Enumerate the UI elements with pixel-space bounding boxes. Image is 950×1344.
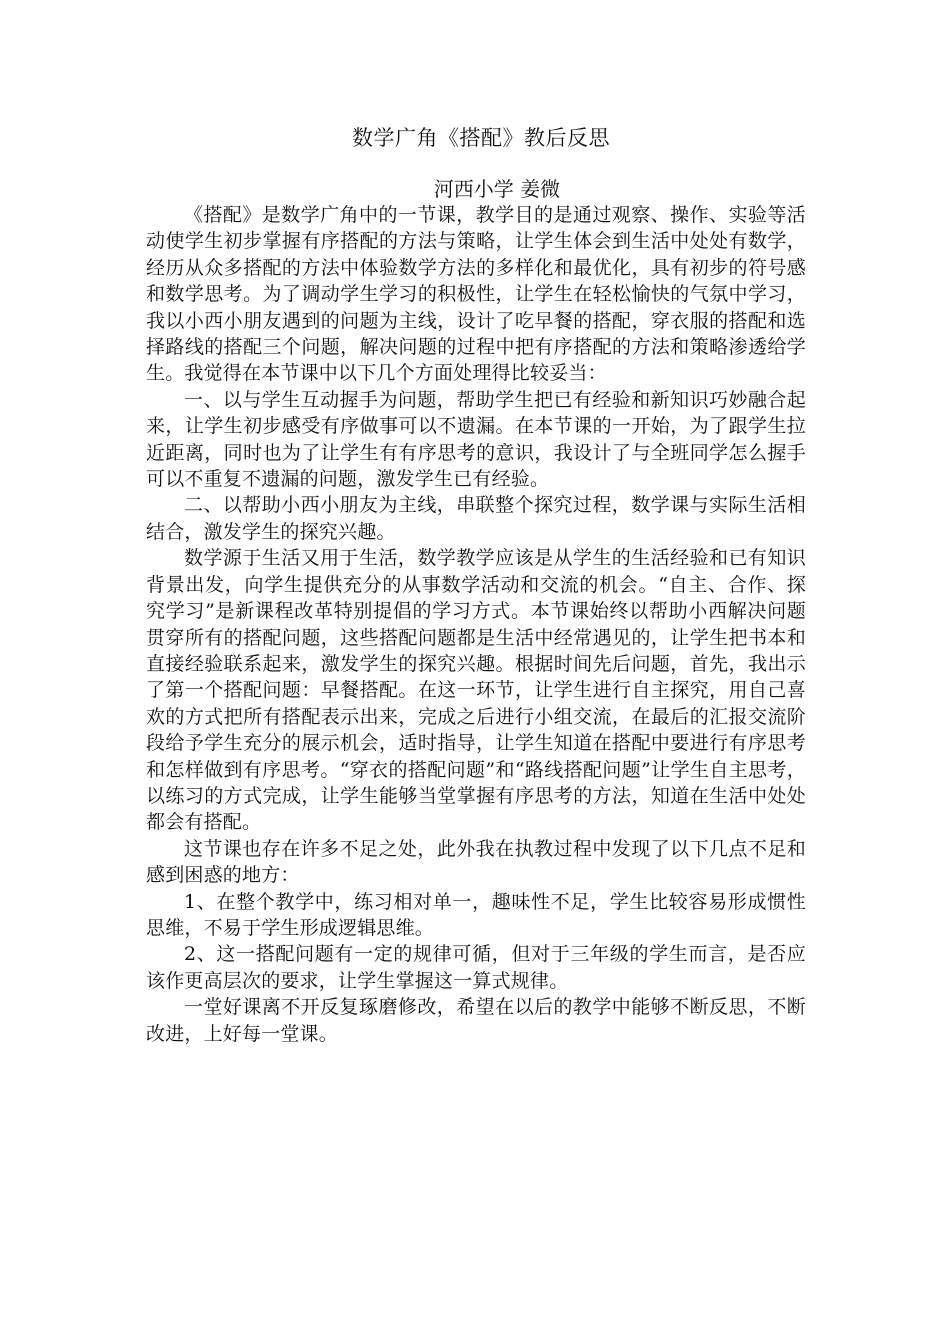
paragraph-shortcoming-two: 2、这一搭配问题有一定的规律可循，但对于三年级的学生而言，是否应该作更高层次的要求，让学生掌握这一算式规律。 bbox=[146, 943, 806, 992]
paragraph-conclusion: 一堂好课离不开反复琢磨修改，希望在以后的教学中能够不断反思，不断改进，上好每一堂课。 bbox=[146, 996, 806, 1045]
paragraph-shortcoming-one: 1、在整个教学中，练习相对单一，趣味性不足，学生比较容易形成惯性思维，不易于学生形成逻辑思维。 bbox=[146, 890, 806, 939]
paragraph-point-one: 一、以与学生互动握手为问题，帮助学生把已有经验和新知识巧妙融合起来，让学生初步感受有序做事可以不遗漏。在本节课的一开始，为了跟学生拉近距离，同时也为了让学生有有序思考的意识，我设计了与全班同学怎么握手可以不重复不遗漏的问题，激发学生已有经验。 bbox=[146, 388, 806, 491]
paragraph-intro: 《搭配》是数学广角中的一节课，教学目的是通过观察、操作、实验等活动使学生初步掌握有序搭配的方法与策略，让学生体会到生活中处处有数学，经历从众多搭配的方法中体验数学方法的多样化和最优化，具有初步的符号感和数学思考。为了调动学生学习的积极性，让学生在轻松愉快的气氛中学习，我以小西小朋友遇到的问题为主线，设计了吃早餐的搭配，穿衣服的搭配和选择路线的搭配三个问题，解决问题的过程中把有序搭配的方法和策略渗透给学生。我觉得在本节课中以下几个方面处理得比较妥当： bbox=[146, 204, 806, 385]
document-author: 河西小学 姜微 bbox=[433, 177, 561, 201]
document-title: 数学广角《搭配》教后反思 bbox=[352, 126, 610, 150]
document-page bbox=[146, 124, 806, 1047]
paragraph-discussion: 数学源于生活又用于生活，数学教学应该是从学生的生活经验和已有知识背景出发，向学生提供充分的从事数学活动和交流的机会。“自主、合作、探究学习”是新课程改革特别提倡的学习方式。本节课始终以帮助小西解决问题贯穿所有的搭配问题，这些搭配问题都是生活中经常遇见的，让学生把书本和直接经验联系起来，激发学生的探究兴趣。根据时间先后问题，首先，我出示了第一个搭配问题：早餐搭配。在这一环节，让学生进行自主探究，用自己喜欢的方式把所有搭配表示出来，完成之后进行小组交流，在最后的汇报交流阶段给予学生充分的展示机会，适时指导，让学生知道在搭配中要进行有序思考和怎样做到有序思考。“穿衣的搭配问题”和“路线搭配问题”让学生自主思考，以练习的方式完成，让学生能够当堂掌握有序思考的方法，知道在生活中处处都会有搭配。 bbox=[146, 547, 806, 834]
paragraph-point-two: 二、以帮助小西小朋友为主线，串联整个探究过程，数学课与实际生活相结合，激发学生的探究兴趣。 bbox=[146, 494, 806, 543]
paragraph-shortcomings: 这节课也存在许多不足之处，此外我在执教过程中发现了以下几点不足和感到困惑的地方： bbox=[146, 837, 806, 887]
